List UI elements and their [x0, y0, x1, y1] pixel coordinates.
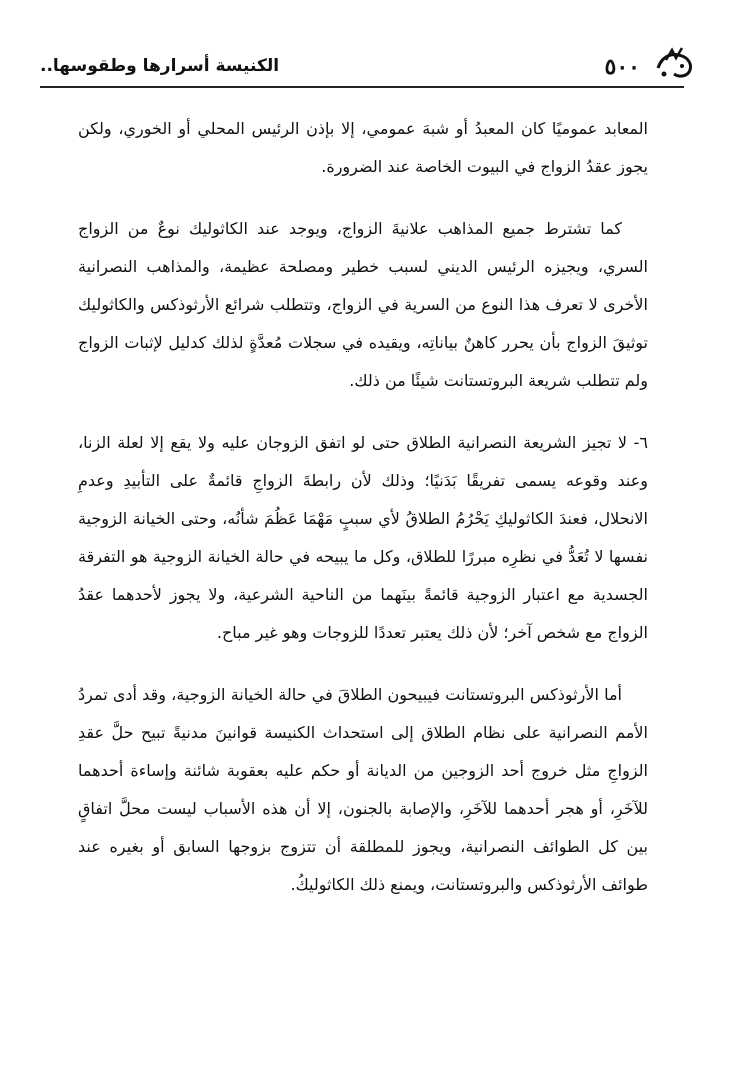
paragraph-1: المعابد عموميًا كان المعبدُ أو شبهَ عمومي، إلا بإذن الرئيس المحلي أو الخوري، ولكن يجوز عقدُ الزواج في البيوت الخاصة عند الضرورة. [78, 119, 648, 176]
page-number: ٥٠٠ [604, 54, 640, 80]
header-divider [40, 86, 684, 88]
body-text [78, 110, 648, 922]
page-ornament-icon [652, 46, 696, 82]
running-title: الكنيسة أسرارها وطقوسها.. [40, 56, 280, 76]
paragraph-2: كما تشترط جميع المذاهب علانيةَ الزواج، ويوجد عند الكاثوليك نوعٌ من الزواج السري، ويجيزه الرئيس الديني لسبب خطير ومصلحة عظيمة، والمذاهب النصرانية الأخرى لا تعرف هذا النوع من السرية في الزواج، وتتطلب شرائع الأرثوذكس والكاثوليك توثيقَ الزواج بأن يحرر كاهنٌ بياناتِه، ويقيده في سجلات مُعدَّةٍ لذلك كدليل لإثبات الزواج ولم تتطلب شريعة البروتستانت شيئًا من ذلك. [78, 219, 648, 390]
running-head [40, 46, 696, 86]
paragraph-3-numbered-item: ٦- لا تجيز الشريعة النصرانية الطلاق حتى لو اتفق الزوجان عليه ولا يقع إلا لعلة الزنا، وعند وقوعه يسمى تفريقًا بَدَنيًا؛ وذلك لأن رابطةَ الزواجِ قائمةٌ على التأبيدِ وعدمِ الانحلال، فعندَ الكاثوليكِ يَحْرُمُ الطلاقُ لأي سببٍ مَهْمَا عَظُمَ شأنُه، وحتى الخيانة الزوجية نفسها لا تُعَدُّ في نظرِه مبررًا للطلاق، وكل ما يبيحه في حالة الخيانة الزوجية هو التفرقة الجسدية مع اعتبار الزوجية قائمةً بينَهما من الناحية الشرعية، ولا يجوز لأحدهما عقدُ الزواج مع شخص آخر؛ لأن ذلك يعتبر تعددًا للزوجات وهو غير مباح. [78, 433, 648, 642]
paragraph-4: أما الأرثوذكس البروتستانت فيبيحون الطلاقَ في حالة الخيانة الزوجية، وقد أدى تمردُ الأمم النصرانية على نظام الطلاق إلى استحداث الكنيسة قوانينَ مدنيةً تبيح حلَّ عقدِ الزواجِ مثل خروج أحد الزوجين من الديانة أو حكم عليه بعقوبة شائنة وإساءة أحدهما للآخَرِ، أو هجر أحدهما للآخَرِ، والإصابة بالجنون، إلا أن هذه الأسباب ليست محلَّ اتفاقٍ بين كل الطوائف النصرانية، ويجوز للمطلقة أن تتزوج بزوجها السابق أو بغيره عند طوائف الأرثوذكس والبروتستانت، ويمنع ذلك الكاثوليكُ. [78, 685, 648, 894]
